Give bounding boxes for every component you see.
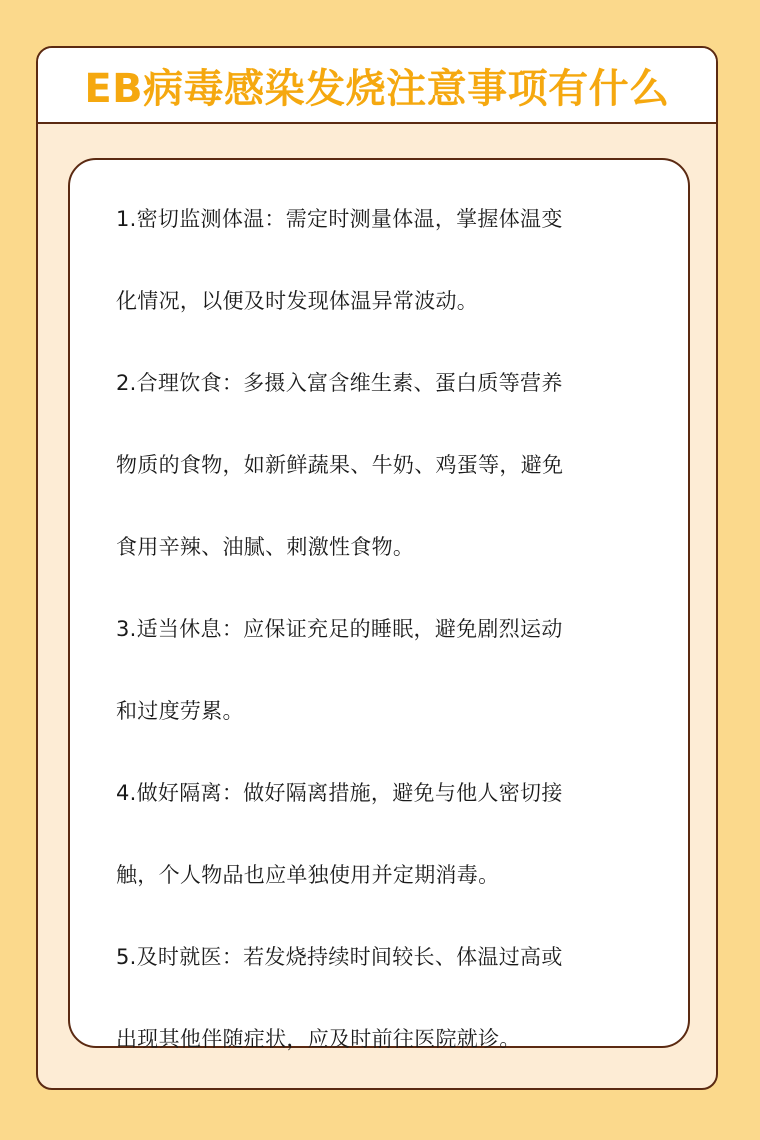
tip-line: 食用辛辣、油腻、刺激性食物。: [116, 535, 415, 559]
page-title: EB病毒感染发烧注意事项有什么: [84, 65, 670, 112]
tip-line: 3.适当休息：应保证充足的睡眠，避免剧烈运动: [116, 617, 563, 641]
tip-item-2: [116, 342, 658, 588]
tip-item-3: [116, 588, 658, 752]
tip-item-4: [116, 752, 658, 916]
tip-line: 出现其他伴随症状，应及时前往医院就诊。: [116, 1027, 521, 1051]
tip-line: 和过度劳累。: [116, 699, 244, 723]
tip-line: 化情况，以便及时发现体温异常波动。: [116, 289, 479, 313]
tip-line: 5.及时就医：若发烧持续时间较长、体温过高或: [116, 945, 563, 969]
tip-item-5: [116, 916, 658, 1080]
tip-line: 4.做好隔离：做好隔离措施，避免与他人密切接: [116, 781, 563, 805]
outer-card: [36, 46, 718, 1090]
tip-line: 2.合理饮食：多摄入富含维生素、蛋白质等营养: [116, 371, 563, 395]
tip-item-1: [116, 178, 658, 342]
tip-line: 物质的食物，如新鲜蔬果、牛奶、鸡蛋等，避免: [116, 453, 564, 477]
tip-line: 1.密切监测体温：需定时测量体温，掌握体温变: [116, 207, 563, 231]
title-banner: [38, 48, 716, 124]
tip-line: 触，个人物品也应单独使用并定期消毒。: [116, 863, 500, 887]
content-card: [68, 158, 690, 1051]
